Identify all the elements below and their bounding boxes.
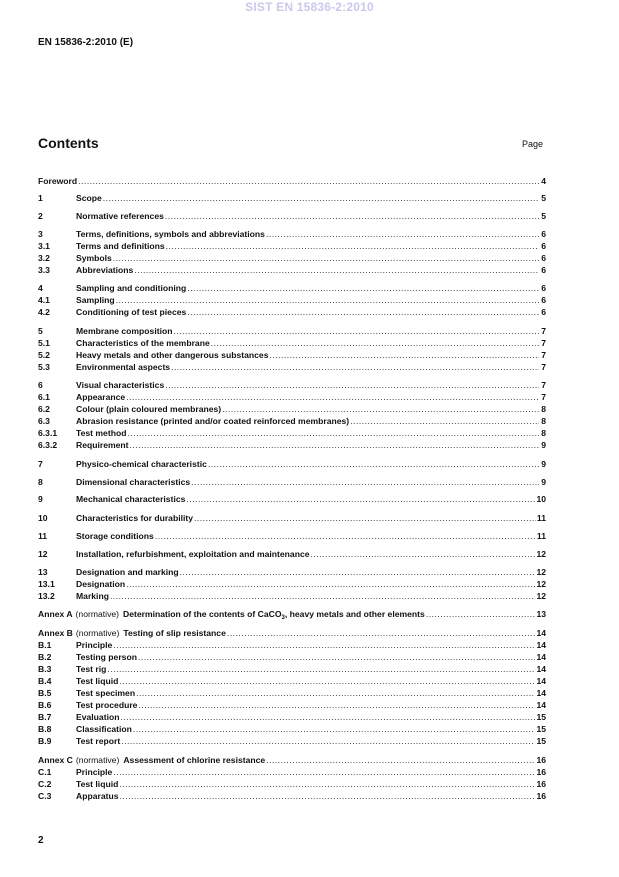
dot-leader [269, 350, 539, 361]
dot-leader [187, 283, 539, 294]
section-title: Testing person [76, 652, 137, 662]
section-title: Environmental aspects [76, 362, 171, 372]
page-ref: 12 [536, 549, 546, 559]
page-ref: 16 [536, 791, 546, 801]
dot-leader [191, 477, 539, 488]
dot-leader [126, 392, 539, 403]
section-number: 6 [38, 380, 43, 390]
section-title: Foreword [38, 176, 78, 186]
section-number: 6.2 [38, 404, 50, 414]
dot-leader [126, 579, 535, 590]
dot-leader [113, 767, 535, 778]
toc-entry[interactable] [38, 477, 546, 488]
section-number: C.3 [38, 791, 52, 801]
section-number: 12 [38, 549, 48, 559]
toc-entry[interactable] [38, 567, 546, 578]
dot-leader [120, 791, 536, 802]
toc-annex-entry[interactable] [38, 609, 546, 620]
page-ref: 6 [541, 307, 546, 317]
page-ref: 14 [536, 664, 546, 674]
section-title: Visual characteristics [76, 380, 165, 390]
page-ref: 5 [541, 211, 546, 221]
dot-leader [113, 640, 535, 651]
section-number: B.2 [38, 652, 52, 662]
section-title: Test liquid [76, 779, 119, 789]
section-title: Heavy metals and other dangerous substances [76, 350, 269, 360]
toc-annex-entry[interactable] [38, 755, 546, 766]
dot-leader [110, 591, 535, 602]
dot-leader [208, 459, 539, 470]
toc-entry[interactable] [38, 712, 546, 723]
section-number: B.9 [38, 736, 52, 746]
page-ref: 12 [536, 567, 546, 577]
annex-title [123, 609, 425, 620]
section-title: Mechanical characteristics [76, 494, 186, 504]
dot-leader [180, 567, 536, 578]
toc-entry[interactable] [38, 591, 546, 602]
section-number: 3.3 [38, 265, 50, 275]
dot-leader [311, 549, 536, 560]
section-title: Abrasion resistance (printed and/or coated reinforced membranes) [76, 416, 350, 426]
page-ref: 14 [536, 628, 546, 638]
dot-leader [103, 193, 539, 204]
section-number: 3.1 [38, 241, 50, 251]
page-ref: 7 [541, 350, 546, 360]
page-ref: 14 [536, 652, 546, 662]
section-title: Terms and definitions [76, 241, 165, 251]
section-title: Appearance [76, 392, 126, 402]
section-title: Conditioning of test pieces [76, 307, 187, 317]
toc-entry[interactable] [38, 295, 546, 306]
page-ref: 8 [541, 416, 546, 426]
toc-entry[interactable] [38, 767, 546, 778]
dot-leader [121, 736, 535, 747]
toc-entry[interactable] [38, 736, 546, 747]
toc-entry[interactable] [38, 440, 546, 451]
dot-leader [134, 265, 539, 276]
section-number: 6.3.1 [38, 428, 58, 438]
dot-leader [116, 295, 539, 306]
dot-leader [171, 362, 539, 373]
page-ref: 9 [541, 477, 546, 487]
page-ref: 14 [536, 640, 546, 650]
section-title: Terms, definitions, symbols and abbreviations [76, 229, 265, 239]
toc-entry[interactable] [38, 404, 546, 415]
page-ref: 7 [541, 362, 546, 372]
section-title: Classification [76, 724, 132, 734]
page-ref: 15 [536, 736, 546, 746]
dot-leader [194, 513, 536, 524]
dot-leader [186, 494, 535, 505]
page-ref: 6 [541, 265, 546, 275]
page-ref: 11 [536, 513, 546, 523]
dot-leader [211, 338, 539, 349]
section-number: 5 [38, 326, 43, 336]
dot-leader [138, 700, 535, 711]
annex-title [123, 755, 265, 766]
section-number: B.5 [38, 688, 52, 698]
toc-entry[interactable] [38, 779, 546, 790]
section-number: 7 [38, 459, 43, 469]
page-number: 2 [38, 835, 44, 846]
section-title: Sampling [76, 295, 115, 305]
annex-qualifier: (normative) [75, 609, 120, 619]
section-title: Test method [76, 428, 127, 438]
page-ref: 8 [541, 404, 546, 414]
page-ref: 5 [541, 193, 546, 203]
annex-title [123, 628, 226, 639]
section-title: Principle [76, 767, 113, 777]
section-title: Storage conditions [76, 531, 154, 541]
dot-leader [138, 652, 535, 663]
page-column-label: Page [522, 139, 544, 149]
document-id: EN 15836-2:2010 (E) [38, 37, 134, 48]
toc-entry[interactable] [38, 253, 546, 264]
toc-entry[interactable] [38, 350, 546, 361]
toc-entry[interactable] [38, 380, 546, 391]
dot-leader [155, 531, 536, 542]
annex-title-text: Testing of slip resistance [123, 628, 226, 638]
page-ref: 11 [536, 531, 546, 541]
dot-leader [165, 211, 539, 222]
toc-entry[interactable] [38, 640, 546, 651]
toc-entry[interactable] [38, 229, 546, 240]
section-number: 4.2 [38, 307, 50, 317]
toc-entry[interactable] [38, 362, 546, 373]
dot-leader [130, 440, 539, 451]
section-title: Characteristics for durability [76, 513, 194, 523]
section-title: Sampling and conditioning [76, 283, 187, 293]
annex-qualifier: (normative) [75, 628, 120, 638]
section-number: B.1 [38, 640, 52, 650]
page-ref: 4 [541, 176, 546, 186]
toc-entry[interactable] [38, 307, 546, 318]
section-title: Membrane composition [76, 326, 173, 336]
section-number: 13.1 [38, 579, 55, 589]
page-ref: 14 [536, 700, 546, 710]
section-number: 5.2 [38, 350, 50, 360]
section-number: 3.2 [38, 253, 50, 263]
dot-leader [350, 416, 539, 427]
section-title: Designation and marking [76, 567, 179, 577]
page-ref: 7 [541, 392, 546, 402]
section-number: 9 [38, 494, 43, 504]
section-number: 4 [38, 283, 43, 293]
toc-entry[interactable] [38, 459, 546, 470]
page-ref: 6 [541, 295, 546, 305]
dot-leader [119, 676, 535, 687]
dot-leader [165, 380, 539, 391]
page-ref: 16 [536, 767, 546, 777]
page-ref: 8 [541, 428, 546, 438]
section-number: 5.1 [38, 338, 50, 348]
section-number: C.2 [38, 779, 52, 789]
dot-leader [136, 688, 535, 699]
annex-title-text: Determination of the contents of CaCO [123, 609, 282, 619]
toc-entry[interactable] [38, 176, 546, 187]
annex-qualifier: (normative) [75, 755, 120, 765]
section-title: Principle [76, 640, 113, 650]
toc-entry[interactable] [38, 494, 546, 505]
section-number: 6.3.2 [38, 440, 58, 450]
page-ref: 15 [536, 724, 546, 734]
toc-entry[interactable] [38, 700, 546, 711]
page-ref: 14 [536, 676, 546, 686]
subscript: 3 [281, 615, 285, 621]
section-number: 8 [38, 477, 43, 487]
section-number: 6.3 [38, 416, 50, 426]
dot-leader [187, 307, 539, 318]
section-title: Physico-chemical characteristic [76, 459, 207, 469]
section-number: C.1 [38, 767, 52, 777]
section-number: B.3 [38, 664, 52, 674]
toc-entry[interactable] [38, 664, 546, 675]
toc-entry[interactable] [38, 283, 546, 294]
section-title: Scope [76, 193, 102, 203]
toc-entry[interactable] [38, 392, 546, 403]
toc-entry[interactable] [38, 549, 546, 560]
section-number: B.6 [38, 700, 52, 710]
dot-leader [266, 755, 535, 766]
toc-entry[interactable] [38, 416, 546, 427]
section-number: 2 [38, 211, 43, 221]
toc-entry[interactable] [38, 513, 546, 524]
section-title: Colour (plain coloured membranes) [76, 404, 222, 414]
section-number: 5.3 [38, 362, 50, 372]
section-number: 11 [38, 531, 48, 541]
annex-title-text: , heavy metals and other elements [284, 609, 425, 619]
page-ref: 6 [541, 283, 546, 293]
section-title: Test rig [76, 664, 107, 674]
section-title: Installation, refurbishment, exploitation and maintenance [76, 549, 310, 559]
section-title: Normative references [76, 211, 164, 221]
toc-entry[interactable] [38, 688, 546, 699]
section-number: 6.1 [38, 392, 50, 402]
page-ref: 14 [536, 688, 546, 698]
dot-leader [227, 628, 536, 639]
toc-entry[interactable] [38, 338, 546, 349]
annex-label: Annex B [38, 628, 73, 638]
dot-leader [133, 724, 536, 735]
page-ref: 9 [541, 459, 546, 469]
section-title: Designation [76, 579, 126, 589]
section-number: B.7 [38, 712, 52, 722]
toc-entry[interactable] [38, 676, 546, 687]
dot-leader [113, 253, 539, 264]
page-ref: 16 [536, 779, 546, 789]
dot-leader [222, 404, 539, 415]
dot-leader [119, 779, 535, 790]
section-number: 3 [38, 229, 43, 239]
toc-entry[interactable] [38, 326, 546, 337]
dot-leader [127, 428, 539, 439]
page-ref: 7 [541, 326, 546, 336]
page-ref: 13 [536, 609, 546, 619]
page-ref: 12 [536, 591, 546, 601]
toc-entry[interactable] [38, 428, 546, 439]
page-ref: 6 [541, 229, 546, 239]
page-ref: 10 [536, 494, 546, 504]
page-ref: 12 [536, 579, 546, 589]
annex-label: Annex C [38, 755, 73, 765]
annex-title-text: Assessment of chlorine resistance [123, 755, 266, 765]
dot-leader [107, 664, 535, 675]
section-title: Test liquid [76, 676, 119, 686]
dot-leader [166, 241, 539, 252]
section-title: Characteristics of the membrane [76, 338, 210, 348]
section-title: Marking [76, 591, 109, 601]
section-title: Test report [76, 736, 121, 746]
toc-entry[interactable] [38, 531, 546, 542]
toc-entry[interactable] [38, 241, 546, 252]
toc-entry[interactable] [38, 193, 546, 204]
dot-leader [120, 712, 535, 723]
section-number: 10 [38, 513, 48, 523]
section-number: 13 [38, 567, 48, 577]
section-title: Dimensional characteristics [76, 477, 191, 487]
toc-entry[interactable] [38, 265, 546, 276]
section-title: Abbreviations [76, 265, 134, 275]
section-title: Test procedure [76, 700, 138, 710]
dot-leader [266, 229, 539, 240]
dot-leader [426, 609, 536, 620]
page-ref: 16 [536, 755, 546, 765]
toc-entry[interactable] [38, 791, 546, 802]
toc-annex-entry[interactable] [38, 628, 546, 639]
annex-label: Annex A [38, 609, 73, 619]
page-ref: 7 [541, 338, 546, 348]
section-title: Test specimen [76, 688, 136, 698]
section-title: Requirement [76, 440, 129, 450]
section-number: B.4 [38, 676, 52, 686]
toc-entry[interactable] [38, 652, 546, 663]
section-number: 1 [38, 193, 43, 203]
toc-entry[interactable] [38, 724, 546, 735]
section-title: Symbols [76, 253, 112, 263]
toc-entry[interactable] [38, 211, 546, 222]
page-ref: 6 [541, 253, 546, 263]
section-title: Apparatus [76, 791, 119, 801]
page-ref: 7 [541, 380, 546, 390]
toc-entry[interactable] [38, 579, 546, 590]
page-ref: 15 [536, 712, 546, 722]
section-number: 4.1 [38, 295, 50, 305]
page-ref: 6 [541, 241, 546, 251]
contents-heading: Contents [38, 135, 99, 151]
section-number: 13.2 [38, 591, 55, 601]
section-title: Evaluation [76, 712, 120, 722]
section-number: B.8 [38, 724, 52, 734]
watermark: SIST EN 15836-2:2010 [245, 0, 374, 14]
dot-leader [173, 326, 539, 337]
page-ref: 9 [541, 440, 546, 450]
dot-leader [78, 176, 539, 187]
